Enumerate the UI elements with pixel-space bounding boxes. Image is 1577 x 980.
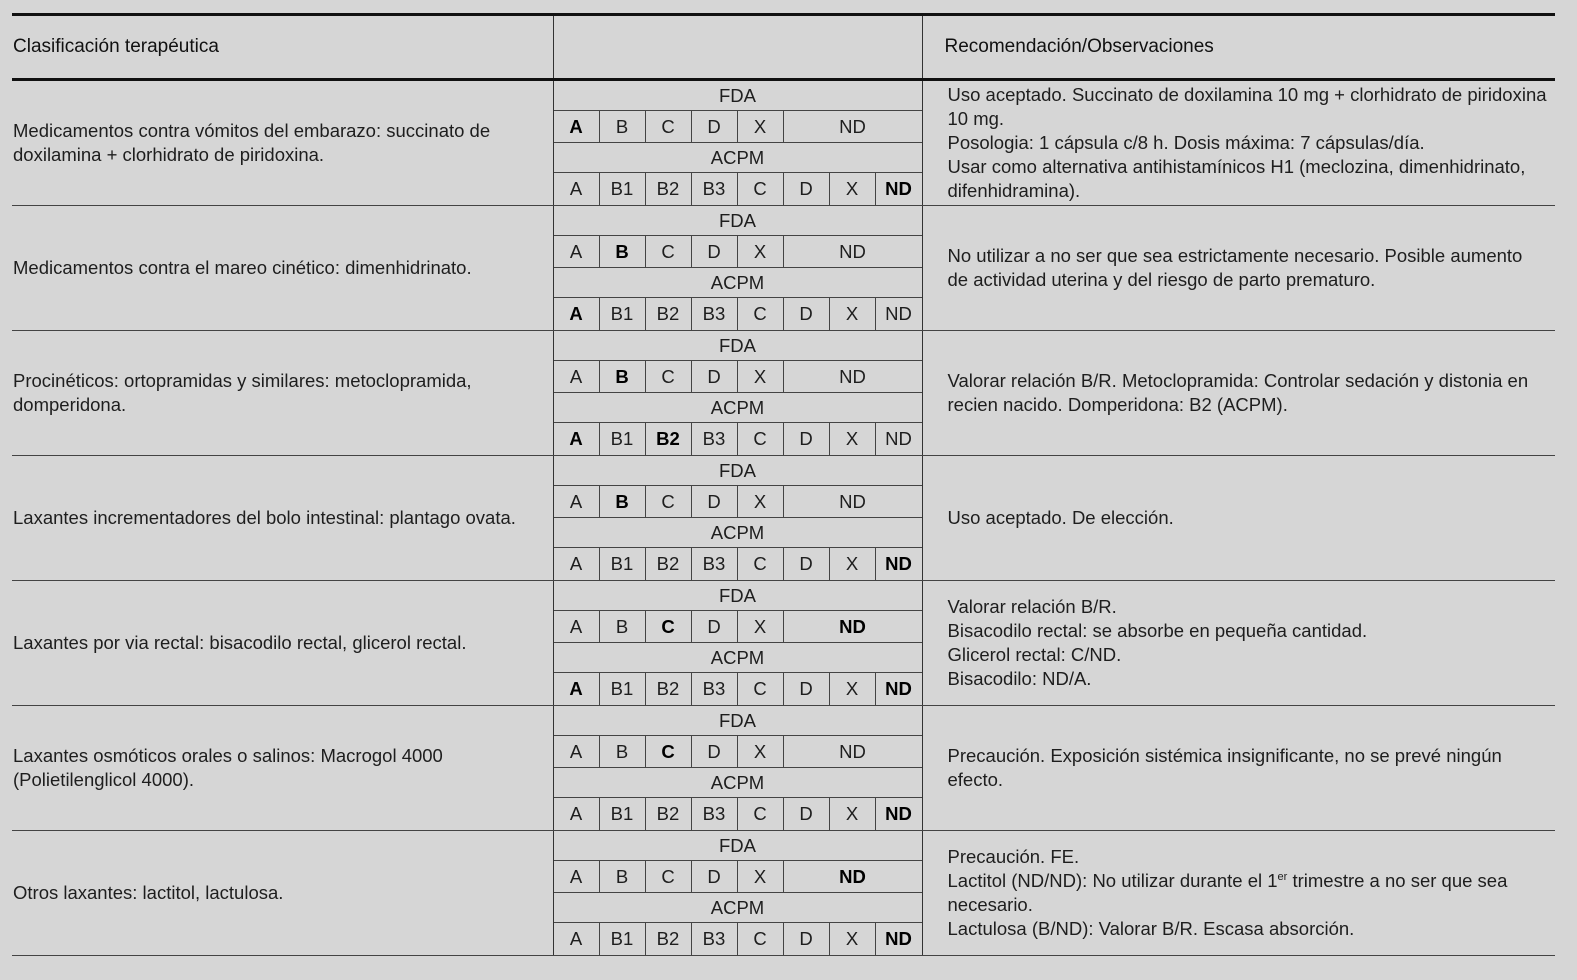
table-row — [12, 331, 1555, 456]
fda-label: FDA — [554, 456, 922, 486]
classification-cell: Laxantes por via rectal: bisacodilo rectal, glicerol rectal. — [12, 581, 553, 706]
category-grid — [554, 581, 922, 705]
acpm-category: B2 — [646, 548, 692, 580]
observation-cell — [922, 456, 1555, 581]
fda-category: D — [692, 486, 738, 517]
observation-line: Usar como alternativa antihistamínicos H1 (meclozina, dimenhidrinato, difenhidramina). — [947, 156, 1526, 201]
category-grid — [554, 456, 922, 580]
fda-category: B — [600, 111, 646, 142]
fda-category: X — [738, 611, 784, 642]
observation-line: Posologia: 1 cápsula c/8 h. Dosis máxima: 7 cápsulas/día. — [947, 132, 1425, 153]
acpm-label: ACPM — [554, 268, 922, 298]
fda-category: C — [646, 111, 692, 142]
acpm-category-selected: ND — [885, 928, 912, 949]
table-row — [12, 831, 1555, 956]
observation-cell — [922, 706, 1555, 831]
observation-line: Precaución. Exposición sistémica insignificante, no se prevé ningún efecto. — [947, 745, 1502, 790]
acpm-category: C — [738, 298, 784, 330]
acpm-category-row — [554, 923, 922, 955]
acpm-category: X — [830, 923, 876, 955]
acpm-category: B3 — [692, 548, 738, 580]
acpm-label: ACPM — [554, 143, 922, 173]
acpm-label: ACPM — [554, 518, 922, 548]
observation-line: No utilizar a no ser que sea estrictamente necesario. Posible aumento de actividad uterina y del riesgo de parto prematuro. — [947, 245, 1523, 290]
acpm-category: B2 — [646, 298, 692, 330]
category-grid — [554, 831, 922, 955]
fda-category: D — [692, 861, 738, 892]
acpm-category: D — [784, 298, 830, 330]
acpm-category: A — [554, 548, 600, 580]
category-cell — [553, 80, 922, 206]
fda-category-selected: B — [600, 361, 646, 392]
acpm-category: D — [784, 548, 830, 580]
fda-label: FDA — [554, 706, 922, 736]
acpm-category: X — [830, 298, 876, 330]
acpm-category: D — [784, 173, 830, 205]
category-grid — [554, 81, 922, 205]
fda-category: ND — [839, 365, 866, 387]
fda-category: D — [692, 736, 738, 767]
fda-category-selected: C — [646, 736, 692, 767]
acpm-category-selected: ND — [885, 803, 912, 824]
fda-category: X — [738, 861, 784, 892]
classification-cell: Procinéticos: ortopramidas y similares: metoclopramida, domperidona. — [12, 331, 553, 456]
fda-category: D — [692, 236, 738, 267]
fda-category: A — [554, 736, 600, 767]
table-row — [12, 456, 1555, 581]
observation-cell — [922, 206, 1555, 331]
fda-category: A — [554, 486, 600, 517]
fda-category-selected: ND — [839, 615, 866, 637]
acpm-category: B3 — [692, 298, 738, 330]
observation-line: Uso aceptado. De elección. — [947, 507, 1174, 528]
acpm-category: A — [554, 798, 600, 830]
table-row — [12, 706, 1555, 831]
acpm-category-row — [554, 798, 922, 830]
acpm-category: B2 — [646, 673, 692, 705]
acpm-category: C — [738, 923, 784, 955]
fda-category: X — [738, 486, 784, 517]
fda-label: FDA — [554, 331, 922, 361]
fda-category-selected: A — [554, 111, 600, 142]
classification-cell: Laxantes osmóticos orales o salinos: Macrogol 4000 (Polietilenglicol 4000). — [12, 706, 553, 831]
classification-cell: Medicamentos contra el mareo cinético: dimenhidrinato. — [12, 206, 553, 331]
observation-line: Bisacodilo rectal: se absorbe en pequeña cantidad. — [947, 620, 1368, 641]
table-header-row — [12, 15, 1555, 80]
acpm-category: B1 — [600, 673, 646, 705]
fda-category: A — [554, 236, 600, 267]
acpm-category-row — [554, 673, 922, 705]
observation-line: Uso aceptado. Succinato de doxilamina 10 mg + clorhidrato de piridoxina 10 mg. — [947, 84, 1547, 129]
fda-category: A — [554, 611, 600, 642]
observation-cell — [922, 831, 1555, 956]
fda-label: FDA — [554, 81, 922, 111]
fda-category: B — [600, 736, 646, 767]
fda-label: FDA — [554, 206, 922, 236]
acpm-category: D — [784, 673, 830, 705]
acpm-category-row — [554, 548, 922, 580]
observation-line: Valorar relación B/R. Metoclopramida: Controlar sedación y distonia en recien nacido. Domperidona: B2 (ACPM). — [947, 370, 1529, 415]
acpm-category: C — [738, 173, 784, 205]
observation-cell — [922, 331, 1555, 456]
fda-category: X — [738, 236, 784, 267]
acpm-category: X — [830, 423, 876, 455]
classification-cell: Otros laxantes: lactitol, lactulosa. — [12, 831, 553, 956]
acpm-label: ACPM — [554, 643, 922, 673]
fda-category-row — [554, 486, 922, 518]
category-cell — [553, 581, 922, 706]
acpm-category: B3 — [692, 173, 738, 205]
acpm-category: X — [830, 173, 876, 205]
table-row — [12, 206, 1555, 331]
acpm-category: ND — [885, 303, 912, 324]
acpm-category: D — [784, 923, 830, 955]
fda-category-row — [554, 361, 922, 393]
header-classification: Clasificación terapéutica — [12, 15, 553, 80]
acpm-category-selected: ND — [885, 178, 912, 199]
observation-line: Glicerol rectal: C/ND. — [947, 644, 1122, 665]
fda-category: X — [738, 736, 784, 767]
acpm-category: C — [738, 548, 784, 580]
acpm-label: ACPM — [554, 393, 922, 423]
acpm-category: A — [554, 173, 600, 205]
acpm-category: B2 — [646, 923, 692, 955]
observation-line: Lactulosa (B/ND): Valorar B/R. Escasa absorción. — [947, 918, 1355, 939]
fda-category: ND — [839, 740, 866, 762]
acpm-category: D — [784, 423, 830, 455]
fda-category: X — [738, 111, 784, 142]
table-row — [12, 80, 1555, 206]
acpm-category: B2 — [646, 798, 692, 830]
fda-category-selected: ND — [839, 865, 866, 887]
fda-label: FDA — [554, 831, 922, 861]
fda-category-row — [554, 111, 922, 143]
acpm-category-row — [554, 423, 922, 455]
fda-category-selected: B — [600, 236, 646, 267]
acpm-category: X — [830, 548, 876, 580]
acpm-category: B1 — [600, 548, 646, 580]
acpm-category: B3 — [692, 923, 738, 955]
category-grid — [554, 706, 922, 830]
classification-cell: Medicamentos contra vómitos del embarazo: succinato de doxilamina + clorhidrato de piridoxina. — [12, 80, 553, 206]
observation-line: Precaución. FE. — [947, 846, 1080, 867]
acpm-category: B1 — [600, 298, 646, 330]
fda-category: C — [646, 861, 692, 892]
acpm-category-selected: ND — [885, 553, 912, 574]
observation-line: Bisacodilo: ND/A. — [947, 668, 1092, 689]
therapeutic-classification-table — [12, 13, 1555, 956]
category-cell — [553, 706, 922, 831]
fda-category-row — [554, 236, 922, 268]
acpm-category: X — [830, 798, 876, 830]
observation-cell — [922, 581, 1555, 706]
acpm-category-selected: ND — [885, 678, 912, 699]
category-cell — [553, 331, 922, 456]
ordinal-superscript: er — [1277, 870, 1288, 883]
acpm-category: D — [784, 798, 830, 830]
fda-category-row — [554, 736, 922, 768]
acpm-category: B2 — [646, 173, 692, 205]
header-recommendation: Recomendación/Observaciones — [922, 15, 1555, 80]
classification-cell: Laxantes incrementadores del bolo intestinal: plantago ovata. — [12, 456, 553, 581]
fda-category: ND — [839, 490, 866, 512]
fda-category: D — [692, 361, 738, 392]
fda-category-row — [554, 611, 922, 643]
acpm-category: A — [554, 923, 600, 955]
category-cell — [553, 206, 922, 331]
fda-category: D — [692, 611, 738, 642]
acpm-category: B1 — [600, 423, 646, 455]
fda-category: ND — [839, 115, 866, 137]
category-grid — [554, 206, 922, 330]
acpm-category: C — [738, 423, 784, 455]
acpm-label: ACPM — [554, 893, 922, 923]
fda-category: C — [646, 236, 692, 267]
observation-cell — [922, 80, 1555, 206]
acpm-category: C — [738, 673, 784, 705]
category-grid — [554, 331, 922, 455]
fda-category: ND — [839, 240, 866, 262]
acpm-category-selected: A — [554, 673, 600, 705]
fda-category-row — [554, 861, 922, 893]
fda-label: FDA — [554, 581, 922, 611]
fda-category-selected: C — [646, 611, 692, 642]
observation-line: Lactitol (ND/ND): No utilizar durante el 1er trimestre a no ser que sea necesario. — [947, 870, 1508, 915]
fda-category: C — [646, 361, 692, 392]
acpm-category-selected: A — [554, 298, 600, 330]
fda-category: A — [554, 861, 600, 892]
acpm-category-row — [554, 173, 922, 205]
table-row — [12, 581, 1555, 706]
category-cell — [553, 831, 922, 956]
observation-line: Valorar relación B/R. — [947, 596, 1117, 617]
acpm-category: ND — [885, 428, 912, 449]
acpm-category: B3 — [692, 423, 738, 455]
acpm-category: B1 — [600, 923, 646, 955]
acpm-category: X — [830, 673, 876, 705]
fda-category: C — [646, 486, 692, 517]
acpm-category: B3 — [692, 673, 738, 705]
acpm-category-row — [554, 298, 922, 330]
header-categories — [553, 15, 922, 80]
fda-category: D — [692, 111, 738, 142]
fda-category-selected: B — [600, 486, 646, 517]
acpm-category-selected: A — [554, 423, 600, 455]
category-cell — [553, 456, 922, 581]
acpm-category: B3 — [692, 798, 738, 830]
fda-category: B — [600, 611, 646, 642]
fda-category: X — [738, 361, 784, 392]
acpm-label: ACPM — [554, 768, 922, 798]
acpm-category-selected: B2 — [646, 423, 692, 455]
acpm-category: C — [738, 798, 784, 830]
fda-category: B — [600, 861, 646, 892]
fda-category: A — [554, 361, 600, 392]
acpm-category: B1 — [600, 173, 646, 205]
acpm-category: B1 — [600, 798, 646, 830]
